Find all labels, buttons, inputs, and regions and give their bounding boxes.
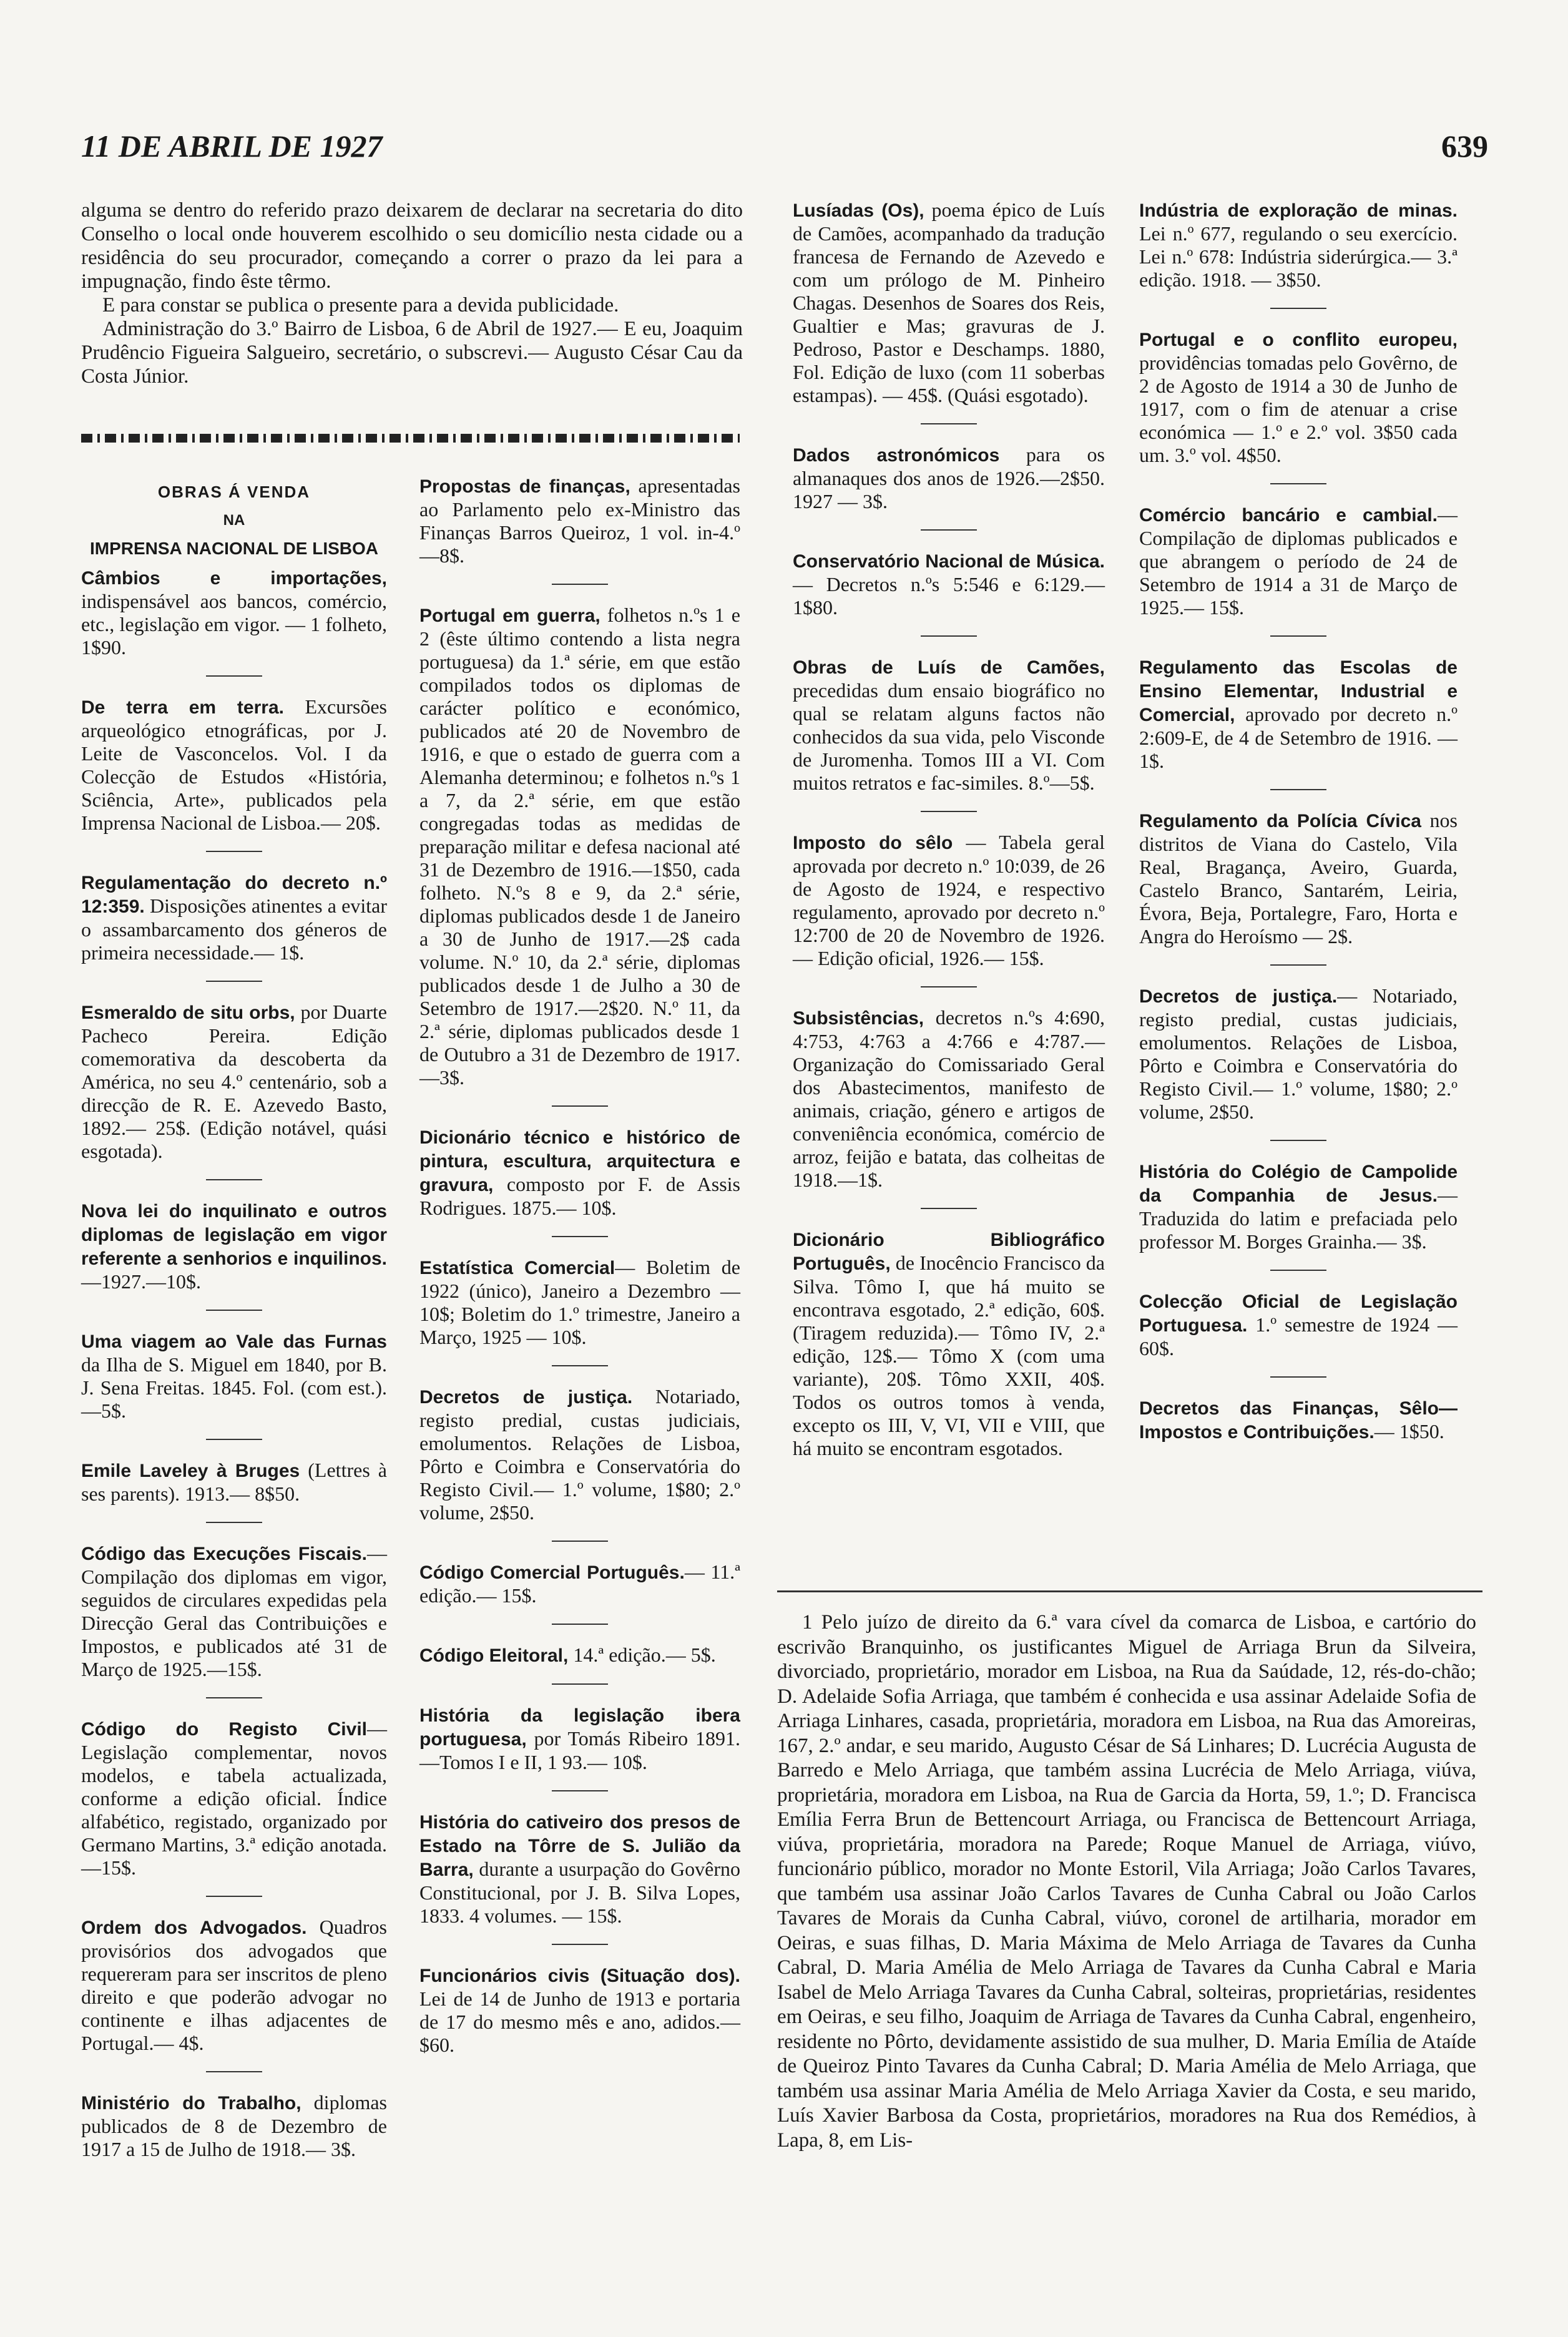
top-paragraph: Administração do 3.º Bairro de Lisboa, 6 de Abril de 1927.— E eu, Joaquim Prudêncio Figueira Salgueiro, secretário, o subscrevi.— Augusto César Cau da Costa Júnior. — [81, 318, 743, 388]
entry-title: Dicionário Bibliográfico Português, — [793, 1230, 1105, 1274]
catalog-entry — [1139, 984, 1458, 1124]
entry-title: Esmeraldo de situ orbs, — [81, 1002, 295, 1023]
heading-publisher: IMPRENSA NACIONAL DE LISBOA — [89, 539, 379, 558]
entry-title: Colecção Oficial de Legislação Portuguesa. — [1139, 1291, 1458, 1336]
entry-separator — [1270, 483, 1326, 484]
column-1 — [81, 481, 387, 2161]
entry-title: Obras de Luís de Camões, — [793, 657, 1105, 678]
entry-separator — [552, 1624, 608, 1625]
entry-title: Propostas de finanças, — [419, 476, 630, 497]
catalog-entry — [419, 1560, 740, 1607]
entry-title: Decretos de justiça. — [419, 1387, 633, 1408]
entry-description: — 1$50. — [1374, 1420, 1444, 1443]
entry-description: composto por F. de Assis Rodrigues. 1875.— 10$. — [419, 1173, 740, 1219]
catalog-entry — [419, 1810, 740, 1928]
entry-title: Código Comercial Português. — [419, 1562, 685, 1583]
entry-separator — [1270, 1140, 1326, 1141]
entry-description: durante a usurpação do Govêrno Constitucional, por J. B. Silva Lopes, 1833. 4 volumes. — 15$. — [419, 1858, 740, 1927]
entry-separator — [921, 635, 977, 637]
entry-title: Imposto do sêlo — [793, 833, 953, 853]
catalog-entry — [81, 1717, 387, 1879]
entry-description: — 11.ª edição.— 15$. — [419, 1560, 740, 1607]
entry-title: Conservatório Nacional de Música. — [793, 551, 1105, 572]
entry-title: Portugal e o conflito europeu, — [1139, 330, 1458, 350]
catalog-entry — [1139, 655, 1458, 773]
entry-description: — Boletim de 1922 (único), Janeiro a Dezembro — 10$; Boletim do 1.º trimestre, Janeiro a Março, 1925 — 10$. — [419, 1256, 740, 1348]
entry-title: Ministério do Trabalho, — [81, 2093, 301, 2114]
catalog-entry — [1139, 1160, 1458, 1253]
entry-title: De terra em terra. — [81, 697, 284, 718]
entry-separator — [921, 1208, 977, 1209]
entry-separator — [206, 1896, 262, 1897]
catalog-entry — [81, 1330, 387, 1423]
entry-title: Regulamento das Escolas de Ensino Elementar, Industrial e Comercial, — [1139, 657, 1458, 725]
entry-separator — [1270, 789, 1326, 790]
entry-title: Câmbios e importações, — [81, 568, 387, 589]
entry-title: Decretos de justiça. — [1139, 986, 1338, 1007]
entry-title: Funcionários civis (Situação dos). — [419, 1966, 740, 1986]
entry-title: Estatística Comercial — [419, 1258, 615, 1278]
catalog-entry — [81, 1001, 387, 1163]
entry-title: Código do Registo Civil — [81, 1719, 367, 1740]
entry-description: Excursões arqueológico etnográficas, por J. Leite de Vasconcelos. Vol. I da Colecção de Estudos «História, Sciência, Arte», publicados pela Imprensa Nacional de Lisboa.— 20$. — [81, 695, 388, 834]
entry-description: aprovado por decreto n.º 2:609-E, de 4 de Setembro de 1916. — 1$. — [1139, 703, 1458, 772]
catalog-entry — [793, 655, 1105, 795]
catalog-entry — [1139, 809, 1458, 948]
entry-description: decretos n.ºs 4:690, 4:753, 4:763 a 4:766 e 4:787.—Organização do Comissariado Geral dos Abastecimentos, manifesto de animais, criação, género e artigos de conveniência económica, comércio de arroz, feijão e batata, das colheitas de 1918.—1$. — [793, 1006, 1105, 1191]
entry-description: (Lettres à ses parents). 1913.— 8$50. — [81, 1459, 388, 1505]
entry-separator — [552, 1790, 608, 1791]
column-4 — [1139, 198, 1458, 1444]
entry-description: — Compilação dos diplomas em vigor, seguidos de circulares expedidas pela Direcção Geral das Contribuições e Impostos, e publicados até 31 de Março de 1925.—15$. — [81, 1542, 387, 1680]
column-3 — [793, 198, 1105, 1460]
entry-title: Código das Execuções Fiscais. — [81, 1544, 367, 1564]
entry-title: Regulamentação do decreto n.º 12:359. — [81, 873, 387, 917]
entry-title: Dicionário técnico e histórico de pintura, escultura, arquitectura e gravura, — [419, 1127, 740, 1195]
entry-description: Lei de 14 de Junho de 1913 e portaria de 17 do mesmo mês e ano, adidos.—$60. — [419, 1987, 740, 2056]
entry-separator — [206, 1179, 262, 1180]
entry-separator — [552, 1236, 608, 1237]
catalog-entry — [793, 549, 1105, 619]
entry-separator — [552, 1944, 608, 1945]
entry-separator — [1270, 635, 1326, 637]
entry-title: História da legislação ibera portuguesa, — [419, 1705, 740, 1750]
entry-separator — [552, 1541, 608, 1542]
entry-separator — [552, 1365, 608, 1366]
entry-title: Emile Laveley à Bruges — [81, 1461, 300, 1481]
entry-separator — [206, 1439, 262, 1440]
top-paragraph: E para constar se publica o presente para a devida publicidade. — [102, 294, 619, 316]
catalog-entry — [793, 443, 1105, 513]
entry-separator — [552, 1105, 608, 1107]
entry-separator — [206, 851, 262, 852]
catalog-entry — [81, 1199, 387, 1293]
notice-text: 1 Pelo juízo de direito da 6.ª vara cível da comarca de Lisboa, e cartório do escrivão Branquinho, os justificantes Miguel de Arriaga Brun da Silveira, divorciado, proprietário, morador em Lisboa, na Rua da Saúdade, 12, rés-do-chão; D. Adelaide Sofia Arriaga, que também é conhecida e usa assinar Adelaide Sofia de Arriaga Linhares, casada, proprietária, moradora em Lisboa, na Rua das Amoreiras, 167, 2.º andar, e seu marido, Augusto César de Sá Linhares; D. Lucrécia Augusta de Barredo e Melo Arriaga, que também assina Lucrécia de Melo Arriaga, viúva, proprietária, moradora em Lisboa, na Rua de Garcia da Horta, 59, 1.º; D. Francisca Emília Ferra Brun de Bettencourt Arriaga, ou Francisca de Bettencourt Arriaga, viúva, proprietária, moradora na Parede; Roque Manuel de Arriaga, viúvo, funcionário público, morador no Monte Estoril, Vila Arriaga; João Carlos Tavares, que também usa assinar João Carlos Tavares de Cunha Cabral ou João Carlos Tavares de Morais da Cunha Cabral, viúvo, coronel de artilharia, morador em Oeiras, e suas filhas, D. Maria Máxima de Melo Arriaga de Tavares da Cunha Cabral, D. Maria Amélia de Melo Arriaga de Tavares da Cunha Cabral e Maria Isabel de Melo Arriaga Tavares da Cunha Cabral, solteiras, proprietárias, residentes em Oeiras, e seu filho, Joaquim de Arriaga de Tavares da Cunha Cabral, engenheiro, residente no Pôrto, devidamente assistido de sua mulher, D. Maria Emília de Ataíde de Queiroz Pinto Tavares da Cunha Cabral; D. Maria Amélia de Melo Arriaga, que também usa assinar Maria Amélia de Melo Arriaga Xavier da Costa, e seu marido, Luís Xavier Barbosa da Costa, proprietários, moradores na Rua dos Remédios, à Lapa, 8, em Lis- — [777, 1611, 1476, 2152]
entry-separator — [552, 584, 608, 585]
entry-title: Ordem dos Advogados. — [81, 1918, 307, 1938]
entry-title: Uma viagem ao Vale das Furnas — [81, 1331, 387, 1352]
entry-description: poema épico de Luís de Camões, acompanhado da tradução francesa de Fernando de Azevedo e com um prólogo de M. Pinheiro Chagas. Desenhos de Soares dos Reis, Gualtier e Mas; gravuras de J. Pedroso, Pastor e Deschamps. 1880, Fol. Edição de luxo (com 11 soberbas estampas). — 45$. (Quási esgotado). — [793, 198, 1105, 406]
catalog-entry — [419, 1703, 740, 1774]
entry-description: — Tabela geral aprovada por decreto n.º 10:039, de 26 de Agosto de 1924, e respectivo regulamento, aprovado por decreto n.º 12:700 de 20 de Novembro de 1926.— Edição oficial, 1926.— 15$. — [793, 831, 1105, 969]
entry-description: para os almanaques dos anos de 1926.—2$50. 1927 — 3$. — [793, 443, 1105, 512]
catalog-entry — [81, 1459, 387, 1506]
entry-description: 1.º semestre de 1924 — 60$. — [1139, 1313, 1458, 1360]
entry-title: Subsistências, — [793, 1008, 924, 1029]
entry-description: precedidas dum ensaio biográfico no qual se relatam alguns factos não conhecidos da sua vida, pelo Visconde de Juromenha. Tomos III a VI. Com muitos retratos e fac-similes. 8.º—5$. — [793, 679, 1105, 794]
entry-separator — [921, 423, 977, 424]
entry-description: de Inocêncio Francisco da Silva. Tômo I, que há muito se encontrava esgotado, 2.ª edição, 60$. (Tiragem reduzida).— Tômo IV, 2.ª edição, 12$.— Tômo X (com uma variante), 20$. Tômo XXII, 40$. Todos os outros tomos à venda, excepto os III, V, VI, VII e VIII, que há muito se encontram esgotados. — [793, 1252, 1105, 1459]
catalog-entry — [1139, 1290, 1458, 1360]
entry-description: Lei n.º 677, regulando o seu exercício. Lei n.º 678: Indústria siderúrgica.— 3.ª edição. 1918. — 3$50. — [1139, 222, 1458, 291]
catalog-entry — [793, 1228, 1105, 1460]
catalog-entry — [793, 831, 1105, 970]
entry-separator — [921, 811, 977, 812]
entry-title: Comércio bancário e cambial. — [1139, 505, 1438, 526]
catalog-entry — [1139, 1396, 1458, 1444]
catalog-entry — [81, 566, 387, 659]
entry-separator — [206, 981, 262, 982]
entry-separator — [206, 2071, 262, 2072]
entry-title: História do cativeiro dos presos de Estado na Tôrre de S. Julião da Barra, — [419, 1812, 740, 1880]
page-number: 639 — [1441, 129, 1488, 164]
entry-description: por Tomás Ribeiro 1891.—Tomos I e II, 1 93.— 10$. — [419, 1727, 740, 1773]
entry-description: —1927.—10$. — [81, 1270, 201, 1293]
entry-description: apresentadas ao Parlamento pelo ex-Ministro das Finanças Barros Queiroz, 1 vol. in-4.º—8$. — [419, 474, 741, 567]
entry-separator — [1270, 1376, 1326, 1378]
entry-description: 14.ª edição.— 5$. — [568, 1644, 716, 1666]
entry-description: — Notariado, registo predial, custas judiciais, emolumentos. Relações de Lisboa, Pôrto e Coimbra e Conservatória do Registo Civil.— 1.º volume, 1$80; 2.º volume, 2$50. — [1139, 984, 1458, 1123]
catalog-entry — [419, 1644, 740, 1667]
catalog-entry — [793, 1006, 1105, 1192]
entry-description: folhetos n.ºs 1 e 2 (êste último contendo a lista negra portuguesa) da 1.ª série, em que estão compilados todos os diplomas de carácter político e económico, publicados até 20 de Novembro de 1916, e que o estado de guerra com a Alemanha determinou; e folhetos n.ºs 1 a 7, da 2.ª série, em que estão congregadas todas as medidas de preparação militar e defesa nacional até 31 de Dezembro de 1916.—1$50, cada folheto. N.ºs 8 e 9, da 2.ª série, diplomas publicados desde 1 de Janeiro a 30 de Junho de 1917.—2$ cada volume. N.º 10, da 2.ª série, diplomas publicados desde 1 de Julho a 30 de Setembro de 1917.—2$20. N.º 11, da 2.ª série, diplomas publicados desde 1 de Outubro a 31 de Dezembro de 1917.—3$. — [419, 604, 741, 1089]
catalog-entry — [419, 1964, 740, 2057]
entry-separator — [206, 1310, 262, 1311]
catalog-entry — [1139, 198, 1458, 292]
entry-description: — Decretos n.ºs 5:546 e 6:129.—1$80. — [793, 573, 1105, 619]
catalog-entry — [419, 1125, 740, 1220]
column-2 — [419, 474, 740, 2057]
top-paragraph: alguma se dentro do referido prazo deixarem de declarar na secretaria do dito Conselho o local onde houverem escolhido o seu domicílio nesta cidade ou a residência do seu procurador, começando a correr o prazo da lei para a impugnação, findo êste têrmo. — [81, 199, 743, 293]
entry-separator — [921, 986, 977, 987]
entry-title: Lusíadas (Os), — [793, 200, 924, 221]
entry-separator — [1270, 964, 1326, 966]
entry-title: Código Eleitoral, — [419, 1645, 569, 1666]
section-divider — [777, 1590, 1482, 1592]
catalog-entry — [419, 604, 740, 1089]
page-date: 11 DE ABRIL DE 1927 — [81, 129, 383, 164]
legal-notice — [777, 1610, 1476, 2153]
entry-separator — [1270, 308, 1326, 309]
catalog-entry — [1139, 503, 1458, 619]
entry-separator — [1270, 1270, 1326, 1271]
entry-title: Portugal em guerra, — [419, 605, 600, 626]
ornament-divider — [81, 434, 740, 443]
catalog-entry — [81, 695, 387, 835]
entry-title: Nova lei do inquilinato e outros diplomas de legislação em vigor referente a senhorios e inquilinos. — [81, 1201, 387, 1269]
entry-separator — [206, 1697, 262, 1698]
entry-separator — [206, 675, 262, 677]
entry-title: Decretos das Finanças, Sêlo— Impostos e Contribuições. — [1139, 1398, 1458, 1443]
entry-description: — Traduzida do latim e prefaciada pelo professor M. Borges Grainha.— 3$. — [1139, 1183, 1458, 1253]
catalog-entry — [419, 474, 740, 567]
entry-title: Regulamento da Polícia Cívica — [1139, 811, 1421, 831]
entry-description: indispensável aos bancos, comércio, etc., legislação em vigor. — 1 folheto, 1$90. — [81, 590, 387, 659]
entry-description: providências tomadas pelo Govêrno, de 2 de Agosto de 1914 a 30 de Junho de 1917, com o fim de atenuar a crise económica — 1.º e 2.º vol. 3$50 cada um. 3.º vol. 4$50. — [1139, 351, 1458, 466]
entry-description: —Legislação complementar, novos modelos, e tabela actualizada, conforme a edição oficial. Índice alfabético, registado, organizado por Germano Martins, 3.ª edição anotada.—15$. — [81, 1717, 387, 1879]
entry-separator — [206, 1522, 262, 1523]
catalog-entry — [81, 871, 387, 964]
catalog-entry — [419, 1256, 740, 1349]
entry-description: por Duarte Pacheco Pereira. Edição comemorativa da descoberta da América, no seu 4.º centenário, sob a direcção de R. E. Azevedo Basto, 1892.— 25$. (Edição notável, quási esgotada). — [81, 1001, 388, 1162]
entry-description: Notariado, registo predial, custas judiciais, emolumentos. Relações de Lisboa, Pôrto e Coimbra e Conservatória do Registo Civil.— 1.º volume, 1$80; 2.º volume, 2$50. — [419, 1385, 741, 1524]
entry-description: Quadros provisórios dos advogados que requereram para ser inscritos de pleno direito e que poderão advogar no continente e ilhas adjacentes de Portugal.— 4$. — [81, 1916, 388, 2054]
catalog-entry — [1139, 328, 1458, 467]
entry-description: da Ilha de S. Miguel em 1840, por B. J. Sena Freitas. 1845. Fol. (com est.).—5$. — [81, 1353, 387, 1422]
catalog-entry — [793, 198, 1105, 407]
entry-description: diplomas publicados de 8 de Dezembro de 1917 a 15 de Julho de 1918.— 3$. — [81, 2091, 388, 2160]
entry-title: História do Colégio de Campolide da Companhia de Jesus. — [1139, 1162, 1458, 1206]
heading-sale: OBRAS Á VENDA — [157, 483, 311, 501]
catalog-entry — [81, 1542, 387, 1681]
entry-description: Disposições atinentes a evitar o assambarcamento dos géneros de primeira necessidade.— 1$. — [81, 894, 387, 964]
catalog-entry — [81, 2091, 387, 2161]
entry-title: Indústria de exploração de minas. — [1139, 200, 1458, 221]
entry-title: Dados astronómicos — [793, 445, 1000, 466]
top-text — [81, 198, 743, 388]
catalog-entry — [81, 1916, 387, 2055]
entry-description: —Compilação de diplomas publicados e que abrangem o período de 24 de Setembro de 1914 a 31 de Março de 1925.— 15$. — [1139, 503, 1458, 619]
entry-separator — [921, 529, 977, 531]
heading-na: NA — [223, 512, 245, 529]
entry-separator — [552, 1683, 608, 1685]
entry-description: nos distritos de Viana do Castelo, Vila Real, Bragança, Aveiro, Guarda, Castelo Branco, Santarém, Leiria, Évora, Beja, Portalegre, Faro, Horta e Angra do Heroísmo — 2$. — [1139, 809, 1458, 948]
catalog-entry — [419, 1385, 740, 1524]
